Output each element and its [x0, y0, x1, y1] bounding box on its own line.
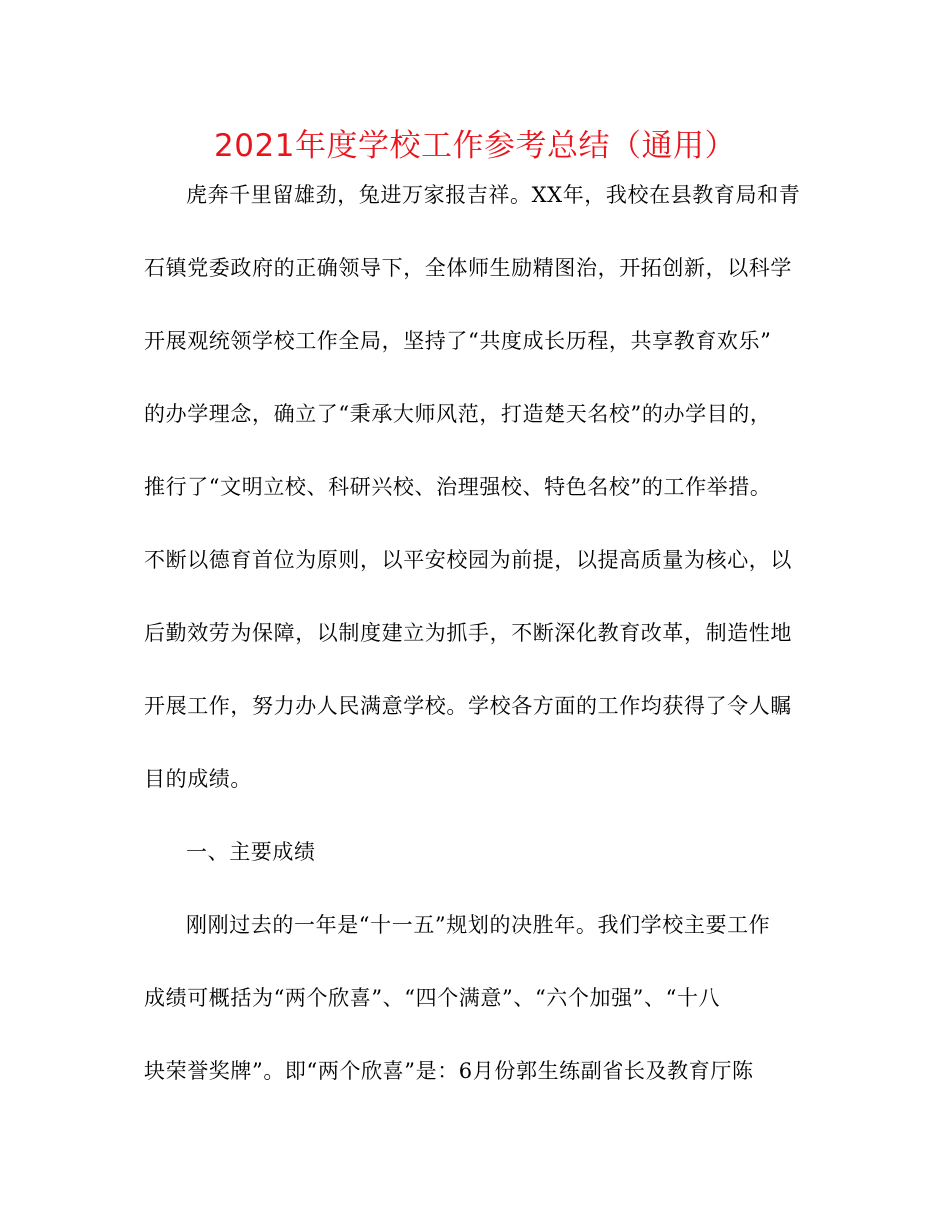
document-body [144, 167, 804, 1116]
text-line: 石镇党委政府的正确领导下，全体师生励精图治，开拓创新，以科学 [144, 256, 792, 280]
text-line: 虎奔千里留雄劲，兔进万家报吉祥。XX年，我校在县教育局和青 [186, 183, 801, 207]
text-line: 后勤效劳为保障，以制度建立为抓手，不断深化教育改革，制造性地 [144, 621, 792, 645]
text-line: 推行了“文明立校、科研兴校、治理强校、特色名校”的工作举措。 [144, 475, 772, 499]
text-line: 的办学理念，确立了“秉承大师风范，打造楚天名校”的办学目的， [144, 402, 772, 426]
text-line: 不断以德育首位为原则，以平安校园为前提，以提高质量为核心，以 [144, 548, 792, 572]
document-title: 2021年度学校工作参考总结（通用） [214, 128, 736, 164]
text-line: 刚刚过去的一年是“十一五”规划的决胜年。我们学校主要工作 [186, 913, 771, 937]
text-line: 成绩可概括为“两个欣喜”、“四个满意”、“六个加强”、“十八 [144, 986, 721, 1010]
text-line: 开展工作，努力办人民满意学校。学校各方面的工作均获得了令人瞩 [144, 694, 792, 718]
text-line: 开展观统领学校工作全局，坚持了“共度成长历程，共享教育欢乐” [144, 329, 772, 353]
section-heading: 一、主要成绩 [186, 840, 316, 864]
text-line: 目的成绩。 [144, 767, 252, 791]
text-line: 块荣誉奖牌”。即“两个欣喜”是：6月份郭生练副省长及教育厅陈 [144, 1059, 754, 1083]
